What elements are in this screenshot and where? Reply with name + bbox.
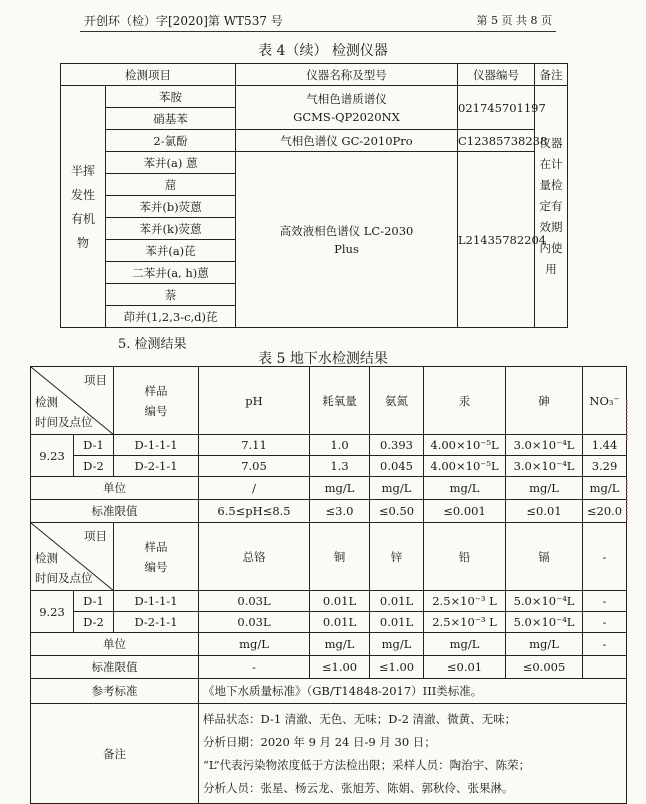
value-cell: -	[583, 591, 627, 612]
unit-cell: -	[583, 633, 627, 656]
unit-cell: /	[199, 477, 310, 500]
point-d2: D-2	[74, 612, 114, 633]
seal-fragment	[626, 480, 642, 520]
item-dibenz-anthracene: 二苯并(a, h)蒽	[106, 262, 236, 284]
reference-label: 参考标准	[31, 679, 199, 704]
header-instrument: 仪器名称及型号	[236, 64, 458, 86]
point-d1: D-1	[74, 591, 114, 612]
value-cell: -	[583, 612, 627, 633]
value-cell: 0.01L	[310, 591, 370, 612]
value-cell: 4.00×10⁻⁵L	[424, 456, 506, 477]
serial-gc: C12385738238	[458, 130, 535, 152]
unit-cell: mg/L	[370, 477, 424, 500]
category-text: 半挥发性有机物	[70, 163, 95, 250]
value-cell: 5.0×10⁻⁴L	[506, 591, 583, 612]
limit-cell: ≤0.01	[424, 656, 506, 679]
value-cell: 7.11	[199, 435, 310, 456]
remark-cell	[535, 86, 568, 328]
unit-cell: mg/L	[310, 633, 370, 656]
value-cell: 0.03L	[199, 591, 310, 612]
date-cell-1: 9.23	[31, 435, 74, 477]
instrument-gc: 气相色谱仪 GC-2010Pro	[236, 130, 458, 152]
table4-title: 表 4（续） 检测仪器	[258, 43, 388, 59]
limit-cell: -	[199, 656, 310, 679]
value-cell: 3.29	[583, 456, 627, 477]
value-cell: 7.05	[199, 456, 310, 477]
item-benzo-a-pyrene: 苯并(a)芘	[106, 240, 236, 262]
limit-cell: ≤0.001	[424, 500, 506, 523]
unit-cell: mg/L	[583, 477, 627, 500]
limit-label-1: 标准限值	[31, 500, 199, 523]
groundwater-results-table	[30, 366, 627, 804]
remarks-label: 备注	[31, 704, 199, 804]
limit-label-2: 标准限值	[31, 656, 199, 679]
remark-line: “L”代表污染物浓度低于方法检出限；采样人员：陶治宇、陈荣；	[203, 757, 531, 772]
corner-date-label: 检测	[35, 395, 58, 409]
value-cell: 3.0×10⁻⁴L	[506, 456, 583, 477]
corner-header-2	[31, 523, 114, 591]
sample-d1: D-1-1-1	[114, 435, 199, 456]
seal-fragment	[626, 400, 642, 440]
param-chromium: 总铬	[199, 523, 310, 591]
reference-text: 《地下水质量标准》（GB/T14848-2017）III类标准。	[199, 679, 627, 704]
param-arsenic: 砷	[506, 367, 583, 435]
limit-cell: ≤3.0	[310, 500, 370, 523]
value-cell: 0.045	[370, 456, 424, 477]
remarks-cell	[199, 704, 627, 804]
instrument-gcms-model: GCMS-QP2020NX	[293, 109, 400, 124]
page-number: 第 5 页 共 8 页	[476, 14, 552, 27]
date-cell-2: 9.23	[31, 591, 74, 633]
limit-cell: ≤0.01	[506, 500, 583, 523]
remark-text: 仪器在计量检定有效期内使用	[539, 136, 563, 276]
param-zinc: 锌	[370, 523, 424, 591]
value-cell: 1.3	[310, 456, 370, 477]
limit-cell: 6.5≤pH≤8.5	[199, 500, 310, 523]
param-lead: 铅	[424, 523, 506, 591]
corner-item-label: 项目	[84, 373, 107, 387]
value-cell: 2.5×10⁻³ L	[424, 591, 506, 612]
value-cell: 2.5×10⁻³ L	[424, 612, 506, 633]
instrument-table	[60, 63, 568, 328]
param-cadmium: 镉	[506, 523, 583, 591]
header-divider	[80, 31, 556, 32]
unit-cell: mg/L	[199, 633, 310, 656]
serial-gcms: 021745701197	[458, 86, 535, 130]
unit-label-2: 单位	[31, 633, 199, 656]
unit-cell: mg/L	[424, 477, 506, 500]
value-cell: 4.00×10⁻⁵L	[424, 435, 506, 456]
value-cell: 3.0×10⁻⁴L	[506, 435, 583, 456]
page-header	[84, 10, 552, 30]
value-cell: 5.0×10⁻⁴L	[506, 612, 583, 633]
value-cell: 1.0	[310, 435, 370, 456]
sample-header-line2: 编号	[144, 559, 168, 574]
remark-line: 分析日期：2020 年 9 月 24 日-9 月 30 日；	[203, 734, 436, 749]
limit-cell: ≤1.00	[370, 656, 424, 679]
header-serial: 仪器编号	[458, 64, 535, 86]
sample-header-line2: 编号	[144, 403, 168, 418]
param-mercury: 汞	[424, 367, 506, 435]
sample-header-line1: 样品	[144, 383, 168, 398]
sample-d1: D-1-1-1	[114, 591, 199, 612]
sample-d2: D-2-1-1	[114, 612, 199, 633]
value-cell: 1.44	[583, 435, 627, 456]
sample-header-1	[114, 367, 199, 435]
instrument-gcms	[236, 86, 458, 130]
value-cell: 0.393	[370, 435, 424, 456]
unit-cell: mg/L	[370, 633, 424, 656]
param-ph: pH	[199, 367, 310, 435]
value-cell: 0.01L	[310, 612, 370, 633]
unit-cell: mg/L	[506, 633, 583, 656]
remark-line: 样品状态：D-1 清澈、无色、无味；D-2 清澈、微黄、无味；	[203, 711, 517, 726]
unit-cell: mg/L	[506, 477, 583, 500]
remark-line: 分析人员：张星、杨云龙、张旭芳、陈娟、郭秋伶、张果淋。	[203, 780, 514, 795]
item-indeno-pyrene: 茚并(1,2,3-c,d)芘	[106, 306, 236, 328]
limit-cell: ≤20.0	[583, 500, 627, 523]
item-nitrobenzene: 硝基苯	[106, 108, 236, 130]
param-nitrate: NO₃⁻	[583, 367, 627, 435]
instrument-lc	[236, 152, 458, 328]
section-heading: 5. 检测结果	[118, 337, 187, 352]
param-ammonia: 氨氮	[370, 367, 424, 435]
point-d1: D-1	[74, 435, 114, 456]
value-cell: 0.01L	[370, 612, 424, 633]
limit-cell	[583, 656, 627, 679]
value-cell: 0.01L	[370, 591, 424, 612]
limit-cell: ≤0.50	[370, 500, 424, 523]
instrument-lc-model: Plus	[334, 241, 359, 256]
table5-title: 表 5 地下水检测结果	[258, 351, 388, 367]
category-cell	[61, 86, 106, 328]
item-aniline: 苯胺	[106, 86, 236, 108]
point-d2: D-2	[74, 456, 114, 477]
item-chlorophenol: 2-氯酚	[106, 130, 236, 152]
corner-header-1	[31, 367, 114, 435]
limit-cell: ≤1.00	[310, 656, 370, 679]
corner-date-label: 检测	[35, 551, 58, 565]
unit-cell: mg/L	[310, 477, 370, 500]
item-naphthalene: 萘	[106, 284, 236, 306]
corner-point-label: 时间及点位	[35, 415, 93, 429]
param-empty: -	[583, 523, 627, 591]
param-cod: 耗氧量	[310, 367, 370, 435]
unit-label-1: 单位	[31, 477, 199, 500]
serial-lc: L21435782204	[458, 152, 535, 328]
limit-cell: ≤0.005	[506, 656, 583, 679]
header-remarks: 备注	[535, 64, 568, 86]
value-cell: 0.03L	[199, 612, 310, 633]
corner-item-label: 项目	[84, 529, 107, 543]
item-benzo-b-fluoranthene: 苯并(b)荧蒽	[106, 196, 236, 218]
sample-header-2	[114, 523, 199, 591]
instrument-lc-name: 高效液相色谱仪 LC-2030	[279, 223, 414, 238]
param-copper: 铜	[310, 523, 370, 591]
item-benzo-k-fluoranthene: 苯并(k)荧蒽	[106, 218, 236, 240]
header-test-item: 检测项目	[61, 64, 236, 86]
document-number: 开创环（检）字[2020]第 WT537 号	[84, 14, 283, 28]
item-chrysene: 䓛	[106, 174, 236, 196]
instrument-gcms-name: 气相色谱质谱仪	[306, 91, 387, 106]
unit-cell: mg/L	[424, 633, 506, 656]
sample-d2: D-2-1-1	[114, 456, 199, 477]
sample-header-line1: 样品	[144, 539, 168, 554]
corner-point-label: 时间及点位	[35, 571, 93, 585]
item-benzo-a-anthracene: 苯并(a) 蒽	[106, 152, 236, 174]
